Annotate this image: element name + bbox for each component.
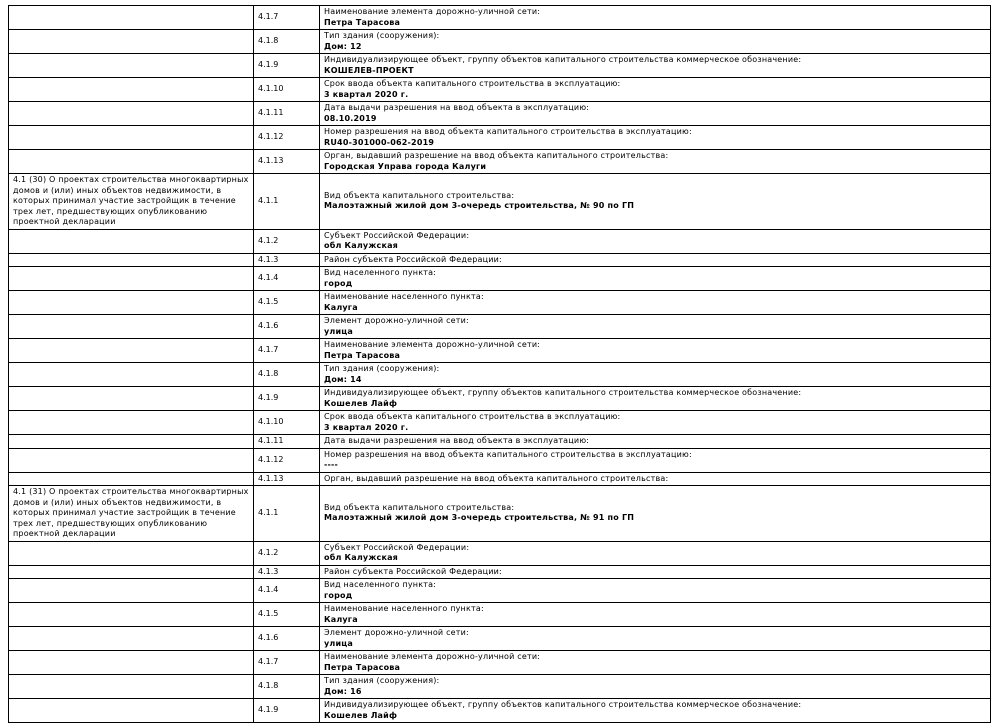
table-row (9, 126, 991, 150)
section-description-cell: 4.1 (31) О проектах строительства многоквартирных домов и (или) иных объектов недвижимости, в которых принимал участие застройщик в течение трех лет, предшествующих опубликованию проектной декларации (9, 486, 254, 542)
section-description-cell (9, 472, 254, 486)
field-label: Тип здания (сооружения): (324, 364, 440, 373)
field-label: Вид населенного пункта: (324, 268, 437, 277)
item-content-cell (320, 363, 991, 387)
item-code: 4.1.1 (254, 486, 320, 542)
table-row (9, 339, 991, 363)
section-description-cell (9, 651, 254, 675)
item-content-cell (320, 6, 991, 30)
field-value: улица (324, 326, 354, 336)
field-value: Дом: 12 (324, 41, 362, 51)
item-content-cell (320, 339, 991, 363)
field-label: Вид объекта капитального строительства: (324, 190, 515, 200)
item-code: 4.1.12 (254, 126, 320, 150)
item-content-cell (320, 78, 991, 102)
section-description-cell (9, 699, 254, 723)
item-content-cell (320, 486, 991, 542)
table-row (9, 78, 991, 102)
item-content-cell (320, 651, 991, 675)
section-description-cell (9, 627, 254, 651)
field-label: Элемент дорожно-уличной сети: (324, 316, 469, 325)
section-description-cell (9, 541, 254, 565)
item-code: 4.1.10 (254, 411, 320, 435)
field-value: 08.10.2019 (324, 113, 377, 123)
field-value: Кошелев Лайф (324, 710, 398, 720)
field-label: Наименование элемента дорожно-уличной сети: (324, 7, 541, 16)
table-row (9, 54, 991, 78)
field-value: город (324, 590, 353, 600)
section-description-cell (9, 229, 254, 253)
field-label: Дата выдачи разрешения на ввод объекта в эксплуатацию: (324, 436, 590, 445)
section-description-cell (9, 315, 254, 339)
field-label: Наименование элемента дорожно-уличной сети: (324, 340, 541, 349)
field-label: Орган, выдавший разрешение на ввод объекта капитального строительства: (324, 151, 669, 160)
table-row (9, 102, 991, 126)
field-label: Район субъекта Российской Федерации: (324, 566, 502, 576)
field-value: обл Калужская (324, 553, 399, 562)
item-content-cell (320, 267, 991, 291)
item-code: 4.1.9 (254, 54, 320, 78)
field-value: Петра Тарасова (324, 350, 401, 360)
item-code: 4.1.8 (254, 675, 320, 699)
table-row (9, 579, 991, 603)
field-value: RU40-301000-062-2019 (324, 137, 435, 147)
item-content-cell (320, 102, 991, 126)
item-code: 4.1.6 (254, 627, 320, 651)
field-label: Тип здания (сооружения): (324, 31, 440, 40)
item-code: 4.1.7 (254, 339, 320, 363)
table-row (9, 291, 991, 315)
table-row (9, 229, 991, 253)
item-code: 4.1.7 (254, 6, 320, 30)
section-description-cell (9, 565, 254, 579)
field-label: Элемент дорожно-уличной сети: (324, 628, 469, 637)
field-value: 3 квартал 2020 г. (324, 422, 409, 432)
item-content-cell (320, 472, 991, 486)
item-content-cell (320, 699, 991, 723)
field-label: Срок ввода объекта капитального строительства в эксплуатацию: (324, 79, 621, 88)
table-row (9, 150, 991, 174)
section-description-cell (9, 78, 254, 102)
item-content-cell (320, 150, 991, 174)
item-code: 4.1.7 (254, 651, 320, 675)
item-content-cell (320, 30, 991, 54)
declaration-table-body (9, 6, 991, 723)
table-row (9, 627, 991, 651)
table-row (9, 387, 991, 411)
item-code: 4.1.12 (254, 448, 320, 472)
field-label: Орган, выдавший разрешение на ввод объекта капитального строительства: (324, 473, 669, 483)
field-label: Индивидуализирующее объект, группу объектов капитального строительства коммерческое обозначение: (324, 388, 802, 397)
field-label: Индивидуализирующее объект, группу объектов капитального строительства коммерческое обозначение: (324, 55, 802, 64)
item-code: 4.1.5 (254, 603, 320, 627)
field-label: Срок ввода объекта капитального строительства в эксплуатацию: (324, 412, 621, 421)
item-content-cell (320, 627, 991, 651)
section-description-cell (9, 603, 254, 627)
section-description-cell (9, 6, 254, 30)
table-row (9, 411, 991, 435)
section-description-cell (9, 150, 254, 174)
item-code: 4.1.1 (254, 174, 320, 230)
section-description-cell: 4.1 (30) О проектах строительства многоквартирных домов и (или) иных объектов недвижимости, в которых принимал участие застройщик в течение трех лет, предшествующих опубликованию проектной декларации (9, 174, 254, 230)
item-code: 4.1.8 (254, 30, 320, 54)
item-code: 4.1.11 (254, 435, 320, 449)
item-content-cell (320, 541, 991, 565)
table-row (9, 675, 991, 699)
section-description-cell (9, 267, 254, 291)
table-row (9, 363, 991, 387)
item-code: 4.1.9 (254, 699, 320, 723)
item-code: 4.1.13 (254, 150, 320, 174)
field-value: Дом: 14 (324, 374, 362, 384)
item-content-cell (320, 387, 991, 411)
section-description-cell (9, 102, 254, 126)
table-row (9, 603, 991, 627)
field-value: Малоэтажный жилой дом 3-очередь строительства, № 90 по ГП (324, 201, 635, 211)
section-description-cell (9, 30, 254, 54)
item-content-cell (320, 229, 991, 253)
table-row (9, 448, 991, 472)
field-label: Субъект Российской Федерации: (324, 542, 470, 552)
field-value: Калуга (324, 614, 358, 624)
section-description-cell (9, 54, 254, 78)
field-value: Петра Тарасова (324, 17, 401, 27)
item-content-cell (320, 411, 991, 435)
item-content-cell (320, 579, 991, 603)
section-description-cell (9, 126, 254, 150)
field-label: Наименование населенного пункта: (324, 604, 484, 613)
item-code: 4.1.2 (254, 229, 320, 253)
item-content-cell (320, 675, 991, 699)
table-row (9, 472, 991, 486)
table-row (9, 267, 991, 291)
field-value: Калуга (324, 302, 358, 312)
table-row (9, 253, 991, 267)
section-description-cell (9, 253, 254, 267)
item-content-cell (320, 448, 991, 472)
section-description-cell (9, 411, 254, 435)
item-code: 4.1.6 (254, 315, 320, 339)
section-description-cell (9, 435, 254, 449)
table-row (9, 486, 991, 542)
item-code: 4.1.4 (254, 267, 320, 291)
declaration-table (8, 5, 991, 723)
field-label: Вид населенного пункта: (324, 580, 437, 589)
item-code: 4.1.11 (254, 102, 320, 126)
field-label: Индивидуализирующее объект, группу объектов капитального строительства коммерческое обозначение: (324, 700, 802, 709)
table-row (9, 30, 991, 54)
field-label: Дата выдачи разрешения на ввод объекта в эксплуатацию: (324, 103, 590, 112)
field-label: Субъект Российской Федерации: (324, 230, 470, 240)
item-content-cell (320, 315, 991, 339)
item-content-cell (320, 565, 991, 579)
field-value: Петра Тарасова (324, 662, 401, 672)
table-row (9, 651, 991, 675)
item-code: 4.1.8 (254, 363, 320, 387)
item-content-cell (320, 603, 991, 627)
section-description-cell (9, 363, 254, 387)
table-row (9, 699, 991, 723)
table-row (9, 565, 991, 579)
item-code: 4.1.4 (254, 579, 320, 603)
item-content-cell (320, 291, 991, 315)
section-description-cell (9, 387, 254, 411)
item-content-cell (320, 435, 991, 449)
field-label: Номер разрешения на ввод объекта капитального строительства в эксплуатацию: (324, 127, 692, 136)
item-content-cell (320, 174, 991, 230)
item-code: 4.1.3 (254, 253, 320, 267)
item-code: 4.1.5 (254, 291, 320, 315)
item-content-cell (320, 253, 991, 267)
item-code: 4.1.13 (254, 472, 320, 486)
field-label: Район субъекта Российской Федерации: (324, 254, 502, 264)
field-label: Номер разрешения на ввод объекта капитального строительства в эксплуатацию: (324, 449, 692, 459)
table-row (9, 6, 991, 30)
field-label: Наименование элемента дорожно-уличной сети: (324, 652, 541, 661)
field-value: город (324, 278, 353, 288)
field-value: 3 квартал 2020 г. (324, 89, 409, 99)
table-row (9, 435, 991, 449)
item-content-cell (320, 126, 991, 150)
field-value: обл Калужская (324, 241, 399, 250)
field-label: Наименование населенного пункта: (324, 292, 484, 301)
field-value: Малоэтажный жилой дом 3-очередь строительства, № 91 по ГП (324, 513, 635, 523)
item-code: 4.1.3 (254, 565, 320, 579)
section-description-cell (9, 675, 254, 699)
table-row (9, 174, 991, 230)
item-code: 4.1.9 (254, 387, 320, 411)
field-value: КОШЕЛЕВ-ПРОЕКТ (324, 65, 414, 75)
field-value: Дом: 16 (324, 686, 362, 696)
section-description-cell (9, 339, 254, 363)
section-description-cell (9, 579, 254, 603)
table-row (9, 541, 991, 565)
section-description-cell (9, 448, 254, 472)
field-label: Вид объекта капитального строительства: (324, 502, 515, 512)
item-content-cell (320, 54, 991, 78)
item-code: 4.1.2 (254, 541, 320, 565)
field-value: ---- (324, 460, 339, 469)
section-description-cell (9, 291, 254, 315)
item-code: 4.1.10 (254, 78, 320, 102)
table-row (9, 315, 991, 339)
field-value: Городская Управа города Калуги (324, 161, 487, 171)
field-label: Тип здания (сооружения): (324, 676, 440, 685)
field-value: Кошелев Лайф (324, 398, 398, 408)
field-value: улица (324, 638, 354, 648)
